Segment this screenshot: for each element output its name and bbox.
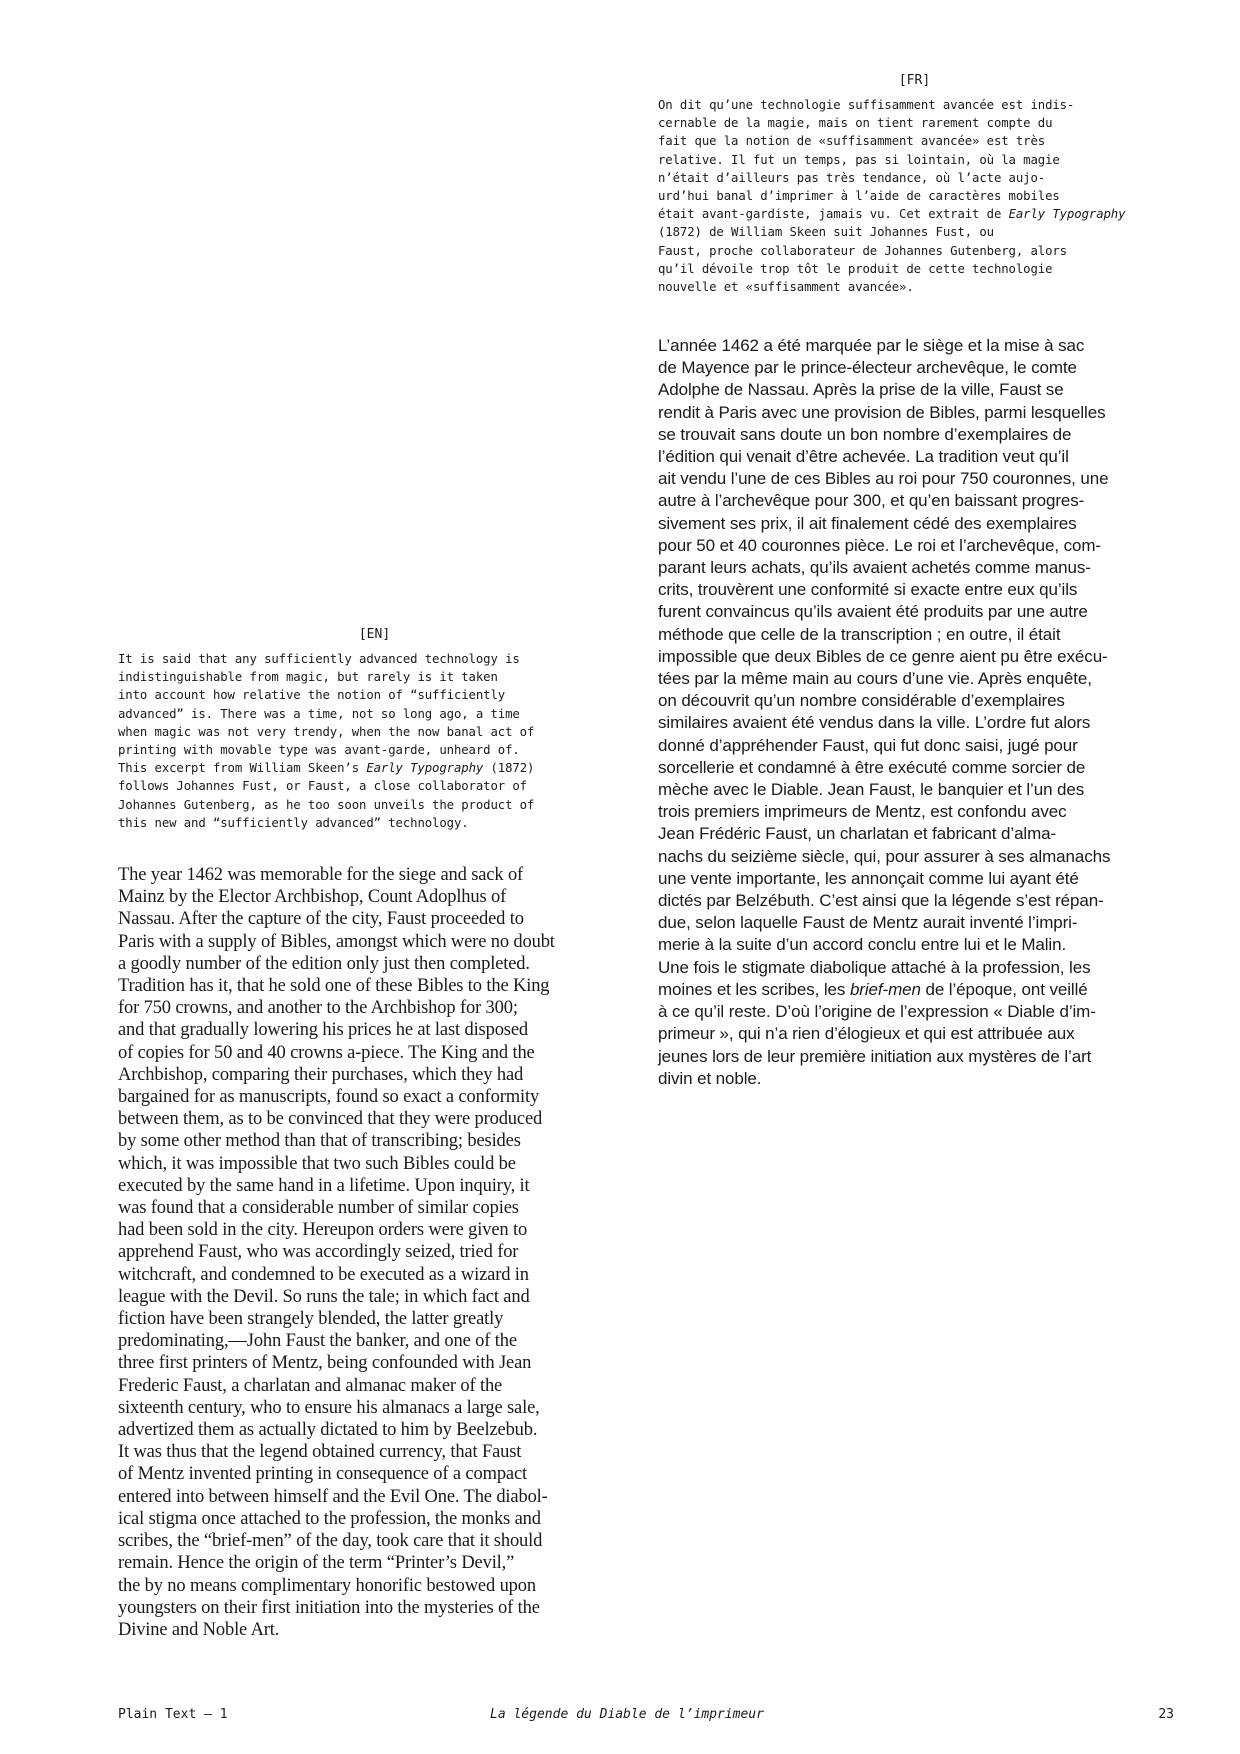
fr-body-line: Une fois le stigmate diabolique attaché à la profession, les <box>658 957 1091 977</box>
fr-body-line: sivement ses prix, il ait finalement cédé des exemplaires <box>658 513 1077 533</box>
fr-intro-line: relative. Il fut un temps, pas si lointain, où la magie <box>658 152 1060 167</box>
footer-article-title: La légende du Diable de l’imprimeur <box>490 1707 764 1722</box>
fr-body-line: impossible que deux Bibles de ce genre aient pu être exécu- <box>658 646 1108 666</box>
en-body-block <box>118 864 638 1641</box>
fr-body-line: similaires avaient été vendus dans la ville. L’ordre fut alors <box>658 713 1091 733</box>
fr-body-line: de l’époque, ont veillé <box>920 979 1088 999</box>
fr-body-line: se trouvait sans doute un bon nombre d’exemplaires de <box>658 424 1072 444</box>
en-body-line: advertized them as actually dictated to him by Beelzebub. <box>118 1420 538 1441</box>
fr-body-line: sorcellerie et condamné à être exécuté comme sorcier de <box>658 757 1086 777</box>
fr-body-text <box>658 335 1178 1090</box>
en-body-line: The year 1462 was memorable for the siege and sack of <box>118 865 524 885</box>
fr-intro-text <box>658 96 1171 296</box>
fr-body-line: de Mayence par le prince-électeur archevêque, le comte <box>658 358 1077 378</box>
fr-body-line: méthode que celle de la transcription ; en outre, il était <box>658 624 1061 644</box>
fr-intro-line: fait que la notion de «suffisamment avancée» est très <box>658 134 1046 149</box>
en-body-line: Frederic Faust, a charlatan and almanac maker of the <box>118 1375 503 1396</box>
page-number: 23 <box>1158 1707 1174 1722</box>
en-body-line: was found that a considerable number of similar copies <box>118 1198 519 1219</box>
fr-intro-line: cernable de la magie, mais on tient rarement compte du <box>658 116 1053 131</box>
fr-body-block <box>658 335 1178 1090</box>
fr-body-line: tées par la même main au cours d’une vie. Après enquête, <box>658 669 1092 689</box>
fr-intro-line: urd’hui banal d’imprimer à l’aide de caractères mobiles <box>658 189 1060 204</box>
en-intro-line: This excerpt from William Skeen’s <box>118 761 367 776</box>
fr-body-line: due, selon laquelle Faust de Mentz aurait inventé l’impri- <box>658 913 1078 933</box>
en-body-line: of Mentz invented printing in consequence of a compact <box>118 1464 528 1485</box>
en-body-line: Paris with a supply of Bibles, amongst which were no doubt <box>118 931 555 952</box>
en-body-line: three first printers of Mentz, being confounded with Jean <box>118 1353 532 1374</box>
en-body-line: fiction have been strangely blended, the latter greatly <box>118 1309 504 1330</box>
fr-body-line: nachs du seizième siècle, qui, pour assurer à ses almanachs <box>658 846 1111 866</box>
en-intro-line: Johannes Gutenberg, as he too soon unveils the product of <box>118 797 535 812</box>
en-intro-block <box>118 626 631 832</box>
fr-intro-line: qu’il dévoile trop tôt le produit de cette technologie <box>658 261 1053 276</box>
fr-body-line: donné d’appréhender Faust, qui fut donc saisi, jugé pour <box>658 735 1078 755</box>
fr-body-line: à ce qu’il reste. D’où l’origine de l’expression « Diable d’im- <box>658 1002 1096 1022</box>
fr-body-line: Adolphe de Nassau. Après la prise de la ville, Faust se <box>658 380 1064 400</box>
en-body-line: youngsters on their first initiation into the mysteries of the <box>118 1597 540 1618</box>
fr-body-line: on découvrit qu’un nombre considérable d’exemplaires <box>658 691 1065 711</box>
en-body-line: Archbishop, comparing their purchases, which they had <box>118 1064 524 1085</box>
en-body-line: of copies for 50 and 40 crowns a-piece. The King and the <box>118 1042 535 1063</box>
en-intro-line: (1872) <box>483 761 535 776</box>
fr-intro-line: Faust, proche collaborateur de Johannes Gutenberg, alors <box>658 243 1067 258</box>
fr-body-line: parant leurs achats, qu’ils avaient achetés comme manus- <box>658 558 1091 578</box>
en-body-line: Divine and Noble Art. <box>118 1619 280 1640</box>
fr-body-line: Jean Frédéric Faust, un charlatan et fabricant d’alma- <box>658 824 1057 844</box>
en-body-line: witchcraft, and condemned to be executed as a wizard in <box>118 1264 529 1285</box>
en-body-line: and that gradually lowering his prices he at last disposed <box>118 1020 529 1041</box>
fr-intro-line: nouvelle et «suffisamment avancée». <box>658 280 914 295</box>
fr-body-brief-men: brief-men <box>849 979 921 999</box>
en-intro-line: follows Johannes Fust, or Faust, a close collaborator of <box>118 779 527 794</box>
fr-language-tag: [FR] <box>898 73 931 88</box>
en-intro-line: printing with movable type was avant-garde, unheard of. <box>118 743 520 758</box>
en-body-line: remain. Hence the origin of the term “Printer’s Devil,” <box>118 1553 515 1574</box>
en-body-line: bargained for as manuscripts, found so exact a conformity <box>118 1087 540 1108</box>
fr-intro-line: (1872) de William Skeen suit Johannes Fust, ou <box>658 225 994 240</box>
en-body-line: Tradition has it, that he sold one of these Bibles to the King <box>118 976 550 997</box>
en-language-tag: [EN] <box>358 627 391 642</box>
fr-body-line: ait vendu l’une de ces Bibles au roi pour 750 couronnes, une <box>658 469 1109 489</box>
en-body-line: which, it was impossible that two such Bibles could be <box>118 1153 516 1174</box>
fr-body-line: L’année 1462 a été marquée par le siège et la mise à sac <box>658 336 1085 355</box>
en-body-line: between them, as to be convinced that they were produced <box>118 1109 543 1130</box>
fr-body-line: autre à l’archevêque pour 300, et qu’en baissant progres- <box>658 491 1085 511</box>
fr-body-line: divin et noble. <box>658 1068 762 1088</box>
fr-body-line: dictés par Belzébuth. C’est ainsi que la légende s’est répan- <box>658 891 1104 911</box>
fr-body-line: une vente importante, les annonçait comme lui ayant été <box>658 868 1079 888</box>
fr-body-line: jeunes lors de leur première initiation aux mystères de l’art <box>658 1046 1092 1066</box>
fr-intro-book-title: Early Typography <box>1008 207 1126 222</box>
fr-body-line: l’édition qui venait d’être achevée. La tradition veut qu’il <box>658 447 1069 467</box>
en-body-line: the by no means complimentary honorific bestowed upon <box>118 1575 536 1596</box>
en-body-line: executed by the same hand in a lifetime. Upon inquiry, it <box>118 1175 530 1196</box>
en-body-line: It was thus that the legend obtained currency, that Faust <box>118 1442 522 1463</box>
en-intro-line: into account how relative the notion of “sufficiently <box>118 688 506 703</box>
page-footer <box>118 1707 1174 1727</box>
en-body-line: predominating,—John Faust the banker, and one of the <box>118 1331 517 1352</box>
fr-intro-line: n’était d’ailleurs pas très tendance, où l’acte aujo- <box>658 170 1046 185</box>
en-body-line: Mainz by the Elector Archbishop, Count Adoplhus of <box>118 887 507 908</box>
fr-body-line: pour 50 et 40 couronnes pièce. Le roi et l’archevêque, com- <box>658 535 1101 555</box>
fr-intro-line: On dit qu’une technologie suffisamment avancée est indis- <box>658 98 1075 112</box>
en-body-line: by some other method than that of transcribing; besides <box>118 1131 521 1152</box>
en-body-text <box>118 864 638 1641</box>
en-intro-text <box>118 650 631 832</box>
en-intro-line: It is said that any sufficiently advanced technology is <box>118 652 520 666</box>
en-intro-line: this new and “sufficiently advanced” technology. <box>118 815 469 830</box>
fr-body-line: merie à la suite d’un accord conclu entre lui et le Malin. <box>658 935 1067 955</box>
en-intro-book-title: Early Typography <box>366 761 484 776</box>
fr-body-line: moines et les scribes, les <box>658 979 850 999</box>
en-body-line: had been sold in the city. Hereupon orders were given to <box>118 1220 528 1241</box>
en-body-line: for 750 crowns, and another to the Archbishop for 300; <box>118 998 518 1019</box>
en-body-line: league with the Devil. So runs the tale; in which fact and <box>118 1286 530 1307</box>
en-body-line: scribes, the “brief-men” of the day, took care that it should <box>118 1531 543 1552</box>
en-body-line: entered into between himself and the Evil One. The diabol- <box>118 1486 548 1507</box>
en-body-line: sixteenth century, who to ensure his almanacs a large sale, <box>118 1397 540 1418</box>
fr-body-line: trois premiers imprimeurs de Mentz, est confondu avec <box>658 802 1067 822</box>
fr-body-line: crits, trouvèrent une conformité si exacte entre eux qu’ils <box>658 580 1078 600</box>
fr-intro-line: était avant-gardiste, jamais vu. Cet extrait de <box>658 207 1009 222</box>
en-body-line: apprehend Faust, who was accordingly seized, tried for <box>118 1242 519 1263</box>
en-body-line: Nassau. After the capture of the city, Faust proceeded to <box>118 909 524 930</box>
en-intro-line: indistinguishable from magic, but rarely is it taken <box>118 670 498 685</box>
fr-body-line: primeur », qui n’a rien d’élogieux et qui est attribuée aux <box>658 1024 1075 1044</box>
en-intro-line: when magic was not very trendy, when the now banal act of <box>118 724 535 739</box>
fr-body-line: furent convaincus qu’ils avaient été produits par une autre <box>658 602 1088 622</box>
fr-intro-block <box>658 72 1171 296</box>
en-body-line: ical stigma once attached to the profession, the monks and <box>118 1508 541 1529</box>
en-body-line: a goodly number of the edition only just then completed. <box>118 953 530 974</box>
footer-publication: Plain Text – 1 <box>118 1707 228 1722</box>
en-intro-line: advanced” is. There was a time, not so long ago, a time <box>118 706 520 721</box>
fr-body-line: rendit à Paris avec une provision de Bibles, parmi lesquelles <box>658 402 1106 422</box>
fr-body-line: mèche avec le Diable. Jean Faust, le banquier et l’un des <box>658 780 1085 800</box>
